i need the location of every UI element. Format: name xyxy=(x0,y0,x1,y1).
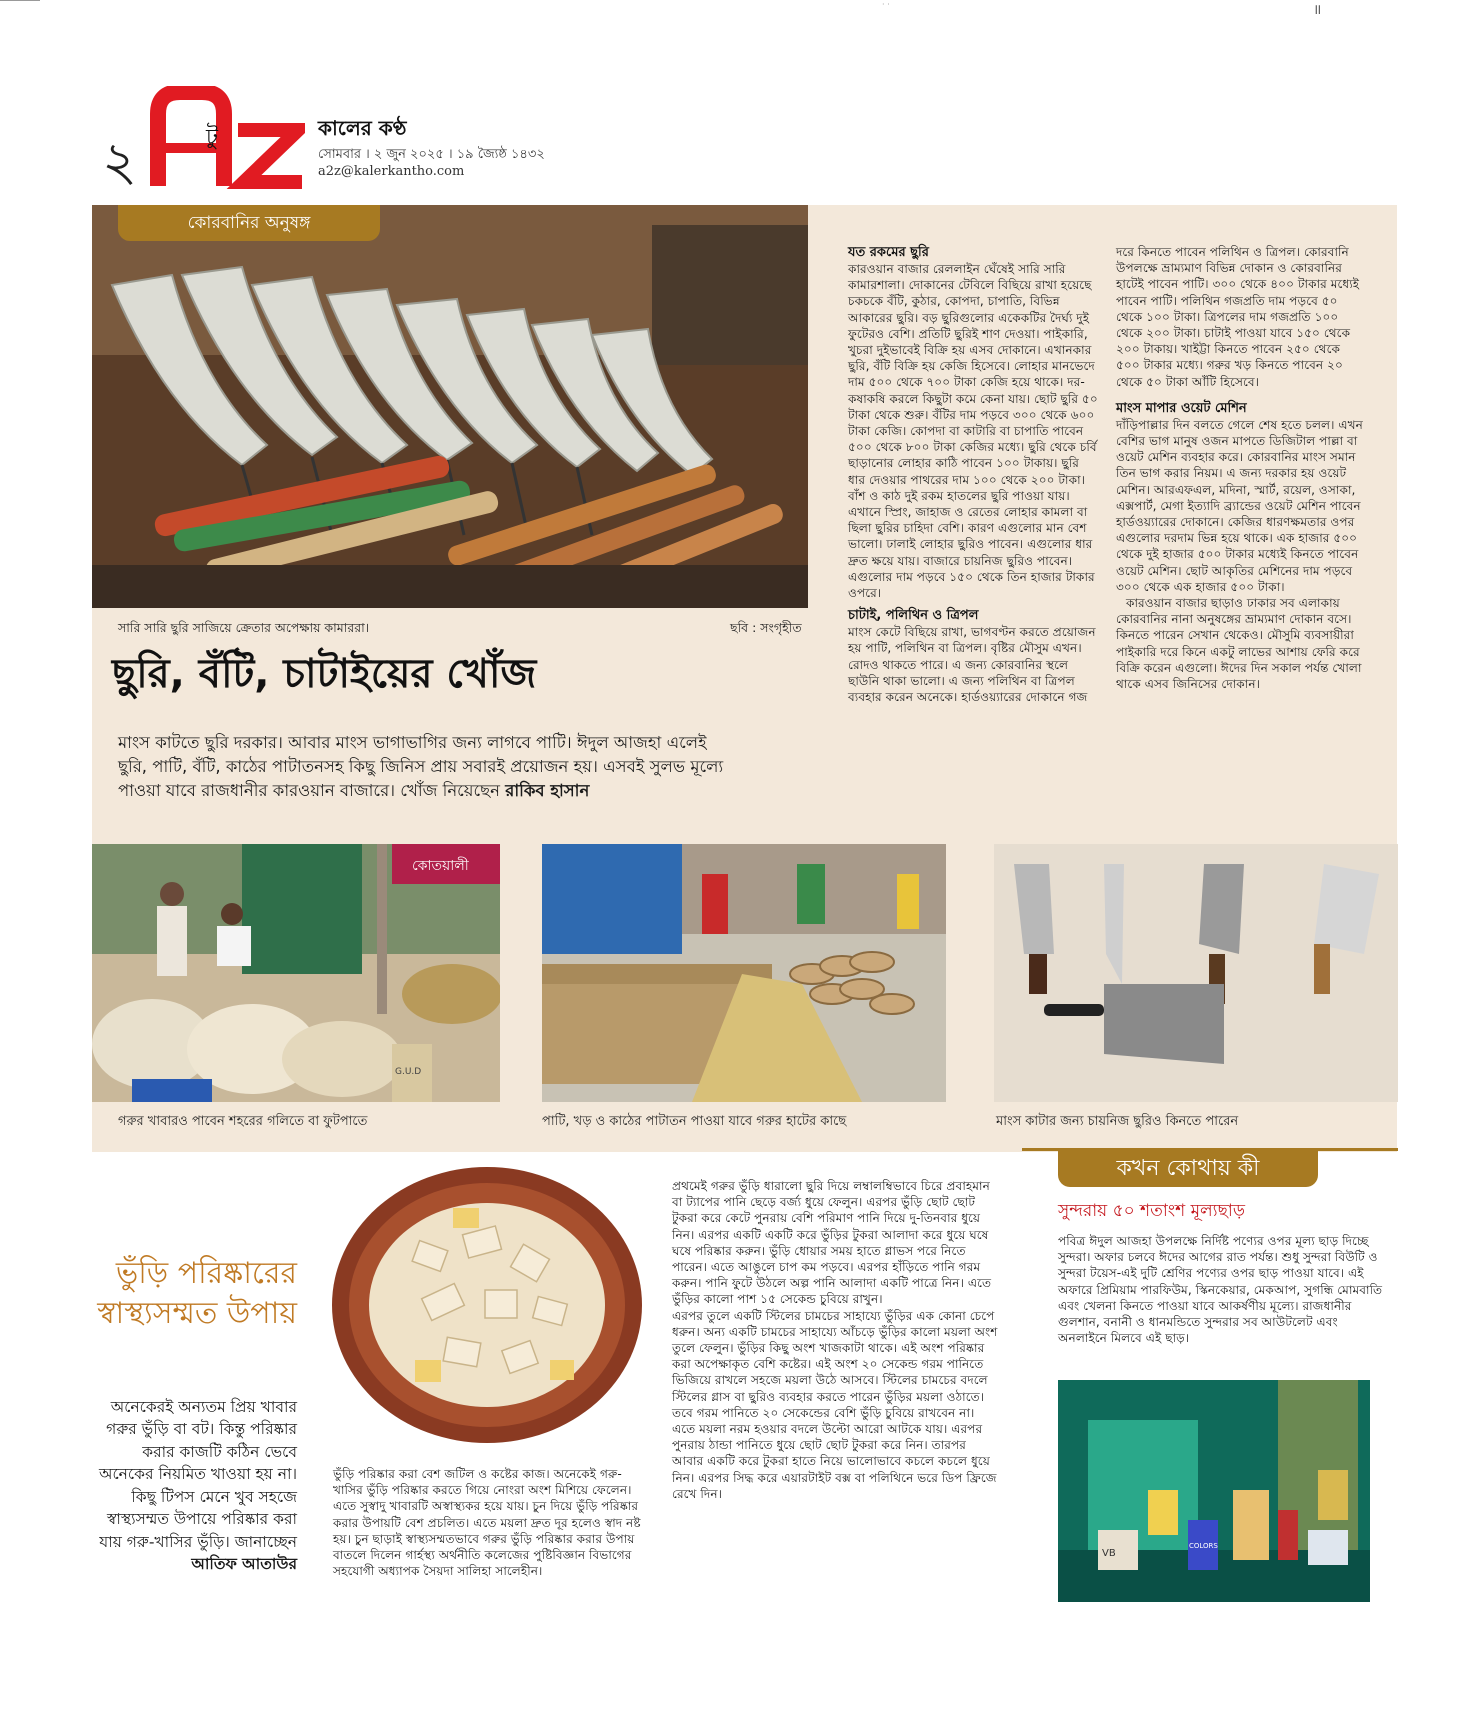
body-paragraph: দরে কিনতে পাবেন পলিথিন ও ত্রিপল। কোরবানি উপলক্ষে ভ্রাম্যমাণ বিভিন্ন দোকান ও কোরবানির হাটেই পাবেন পাটি। ৩০০ থেকে ৪০০ টাকার মধ্যেই পাবেন পাটি। পলিথিন গজপ্রতি দাম পড়বে ৫০ থেকে ১০০ টাকা। ত্রিপলের দাম গজপ্রতি ১০০ থেকে ২০০ টাকা। চাটাই পাওয়া যাবে ১৫০ থেকে ২০০ টাকায়। খাইট্টা কিনতে পাবেন ২৫০ থেকে ৫০০ টাকার মধ্যে। গরুর খড় কিনতে পাবেন ২০ থেকে ৫০ টাকা আঁটি হিসেবে। xyxy=(1116,245,1360,389)
kkk-heading: সুন্দরায় ৫০ শতাংশ মূল্যছাড় xyxy=(1058,1201,1245,1221)
body-paragraph: মাংস কেটে বিছিয়ে রাখা, ভাগবণ্টন করতে প্রয়োজন হয় পাটি, পলিথিন বা ত্রিপল। বৃষ্টির মৌসুম এখন। রোদও থাকতে পারে। এ জন্য কোরবানির স্থলে ছাউনি থাকা ভালো। এ জন্য পলিথিন বা ত্রিপল ব্যবহার করেন অনেকে। হার্ডওয়্যারের দোকানে গজ xyxy=(848,625,1096,705)
main-photo-caption: সারি সারি ছুরি সাজিয়ে ক্রেতার অপেক্ষায় কামাররা। xyxy=(118,620,370,635)
subheading-mats: চাটাই, পলিথিন ও ত্রিপল xyxy=(848,608,979,624)
body-paragraph: কারওয়ান বাজার রেললাইন ঘেঁষেই সারি সারি কামারশালা। দোকানের টেবিলে বিছিয়ে রাখা হয়েছে চকচকে বঁটি, কুঠার, কোপদা, চাপাতি, বিভিন্ন আকারের ছুরি। বড় ছুরিগুলোর একেকটির দৈর্ঘ্য দুই ফুটেরও বেশি। প্রতিটি ছুরিই শাণ দেওয়া। পাইকারি, খুচরা দুইভাবেই বিক্রি হয় এসব দোকানে। এখানকার ছুরি, বঁটি বিক্রি হয় কেজি হিসেবে। লোহার মানভেদে দাম ৫০০ থেকে ৭০০ টাকা কেজি হয়ে থাকে। দর-কষাকষি করলে কিছুটা কমে কেনা যায়। ছোট ছুরি ৫০ টাকা থেকে শুরু। বঁটির দাম পড়বে ৩০০ থেকে ৬০০ টাকা কেজি। কোপদা বা কাটারি বা চাপাতি পাবেন ৫০০ থেকে ৮০০ টাকা কেজির মধ্যে। ছুরি থেকে চর্বি ছাড়ানোর লোহার কাঠি পাবেন ১০০ টাকায়। ছুরি ধার দেওয়ার পাথরের দাম ১০০ থেকে ২০০ টাকা। বাঁশ ও কাঠ দুই রকম হাতলের ছুরি পাওয়া যায়। এখানে স্প্রিং, জাহাজ ও রেতের লোহার কামলা বা ছিলা ছুরির চাহিদা বেশি। কারণ এগুলোর মান বেশ ভালো। ঢালাই লোহার ছুরিও পাবেন। এগুলোর ধার দ্রুত ক্ষয়ে যায়। বাজারে চায়নিজ ছুরিও পাবেন। এগুলোর দাম পড়বে ১৫০ থেকে তিন হাজার টাকার ওপরে। xyxy=(848,262,1098,601)
chinese-knives-photo xyxy=(994,844,1398,1102)
sack-label: G.U.D xyxy=(395,1067,422,1077)
body-paragraph: কারওয়ান বাজার ছাড়াও ঢাকার সব এলাকায় কোরবানির নানা অনুষঙ্গের ভ্রাম্যমাণ দোকান বসে। কিনতে পারেন সেখান থেকেও। মৌসুমি ব্যবসায়ীরা পাইকারি দরে কিনে একটু লাভের আশায় ফেরি করে বিক্রি করেন এগুলো। ঈদের দিন সকাল পর্যন্ত খোলা থাকে এসব জিনিসের দোকান। xyxy=(1116,596,1362,692)
headline: ছুরি, বঁটি, চাটাইয়ের খোঁজ xyxy=(112,651,537,697)
bhuri-intro-text: অনেকেরই অন্যতম প্রিয় খাবার গরুর ভুঁড়ি বা বট। কিন্তু পরিষ্কার করার কাজটি কঠিন ভেবে অনেকের নিয়মিত খাওয়া হয় না। কিছু টিপস মেনে খুব সহজে স্বাস্থ্যসম্মত উপায়ে পরিষ্কার করা যায় গরু-খাসির ভুঁড়ি। জানাচ্ছেন xyxy=(99,1397,297,1551)
knives-photo xyxy=(92,205,808,608)
issue-date: সোমবার । ২ জুন ২০২৫ । ১৯ জ্যৈষ্ঠ ১৪৩২ xyxy=(318,147,545,162)
bhuri-intro xyxy=(92,1396,297,1576)
corner-mark: ॥ xyxy=(1313,2,1322,18)
product-label: COLORS xyxy=(1189,1542,1218,1550)
body-paragraph: প্রথমেই গরুর ভুঁড়ি ধারালো ছুরি দিয়ে লম্বালম্বিভাবে চিরে প্রবাহমান বা ট্যাপের পানি ছেড়ে বর্জ্য ধুয়ে ফেলুন। এরপর ভুঁড়ি ছোট ছোট টুকরা করে কেটে পুনরায় বেশি পরিমাণ পানি দিয়ে দু-তিনবার ধুয়ে নিন। এরপর একটি একটি করে ভুঁড়ির টুকরা আলাদা করে ধুয়ে ঘষে ঘষে পরিষ্কার করুন। ভুঁড়ি ধোয়ার সময় হাতে গ্লাভস পরে নিতে পারেন। এতে আঙুলে চাপ কম পড়বে। এরপর হাঁড়িতে পানি গরম করুন। পানি ফুটে উঠলে অল্প পানি আলাদা একটি পাত্রে নিন। এতে ভুঁড়ির কালো পাশ ১৫ সেকেন্ড চুবিয়ে রাখুন। xyxy=(672,1179,992,1307)
intro-text: মাংস কাটতে ছুরি দরকার। আবার মাংস ভাগাভাগির জন্য লাগবে পাটি। ঈদুল আজহা এলেই ছুরি, পাটি, বঁটি, কাঠের পাটাতনসহ কিছু জিনিস প্রায় সবারই প্রয়োজন হয়। এসবই সুলভ মূল্যে পাওয়া যাবে রাজধানীর কারওয়ান বাজারে। খোঁজ নিয়েছেন xyxy=(118,732,724,800)
bhuri-byline: আতিফ আতাউর xyxy=(191,1555,297,1573)
byline: রাকিব হাসান xyxy=(505,780,590,800)
publication-name: কালের কণ্ঠ xyxy=(318,116,407,140)
logo-mark: টু xyxy=(206,125,218,150)
product-label: VB xyxy=(1102,1548,1116,1559)
bhuri-headline: ভুঁড়ি পরিষ্কারের স্বাস্থ্যসম্মত উপায় xyxy=(97,1256,297,1331)
contact-email[interactable]: a2z@kalerkantho.com xyxy=(318,164,465,179)
a2z-logo xyxy=(150,86,305,191)
mats-photo xyxy=(542,844,946,1102)
photo-credit: ছবি : সংগৃহীত xyxy=(730,620,802,635)
article-column-2 xyxy=(1116,244,1366,692)
bhuri-column-2 xyxy=(672,1178,998,1502)
kkk-section-tab: কখন কোথায় কী xyxy=(1058,1151,1318,1187)
photo-caption: পাটি, খড় ও কাঠের পাটাতন পাওয়া যাবে গরুর হাটের কাছে xyxy=(542,1114,847,1129)
body-paragraph: দাঁড়িপাল্লার দিন বলতে গেলে শেষ হতে চলল। এখন বেশির ভাগ মানুষ ওজন মাপতে ডিজিটাল পাল্লা বা ওয়েট মেশিন ব্যবহার করে। কোরবানির মাংস সমান তিন ভাগ করার নিয়ম। এ জন্য দরকার হয় ওয়েট মেশিন। আরএফএল, মদিনা, স্মার্ট, রয়েল, ওসাকা, এক্সপার্ট, মেগা ইত্যাদি ব্র্যান্ডের ওয়েট মেশিন পাবেন হার্ডওয়্যারের দোকানে। কেজির ধারণক্ষমতার ওপর এগুলোর দরদাম ভিন্ন হয়ে থাকে। এক হাজার ৫০০ থেকে দুই হাজার ৫০০ টাকার মধ্যেই কিনতে পাবেন ওয়েট মেশিন। ছোট আকৃতির মেশিনের দাম পড়বে ৩০০ থেকে এক হাজার ৫০০ টাকা। xyxy=(1116,417,1363,594)
photo-caption: মাংস কাটার জন্য চায়নিজ ছুরিও কিনতে পারেন xyxy=(996,1114,1239,1129)
subheading-knives: যত রকমের ছুরি xyxy=(848,245,929,260)
body-paragraph: এরপর তুলে একটি স্টিলের চামচের সাহায্যে ভুঁড়ির এক কোনা চেপে ধরুন। অন্য একটি চামচের সাহায্যে আঁচড়ে ভুঁড়ির কালো ময়লা অংশ তুলে ফেলুন। ভুঁড়ির কিছু অংশ খাজকাটা থাকে। এই অংশ পরিষ্কার করা অপেক্ষাকৃত বেশি কষ্টের। এই অংশ ২০ সেকেন্ড গরম পানিতে ভিজিয়ে রাখলে সহজে ময়লা উঠে আসবে। স্টিলের চামচের বদলে স্টিলের গ্লাস বা ছুরিও ব্যবহার করতে পারেন ভুঁড়ির ময়লা ওঠাতে। তবে গরম পানিতে ২০ সেকেন্ডের বেশি ভুঁড়ি চুবিয়ে রাখবেন না। এতে ময়লা নরম হওয়ার বদলে উল্টো আরো আটকে যায়। এরপর পুনরায় ঠান্ডা পানিতে ধুয়ে ছোট ছোট টুকরা করে নিন। তারপর আবার একটি করে টুকরা হাতে নিয়ে ভালোভাবে কচলে কচলে ধুয়ে নিন। এরপর সিদ্ধ করে এয়ারটাইট বক্স বা পলিথিনে ভরে ডিপ ফ্রিজে রেখে দিন। xyxy=(672,1308,998,1501)
subheading-scale: মাংস মাপার ওয়েট মেশিন xyxy=(1116,400,1247,416)
bhuri-column-1: ভুঁড়ি পরিষ্কার করা বেশ জটিল ও কষ্টের কাজ। অনেকেই গরু-খাসির ভুঁড়ি পরিষ্কার করতে গিয়ে নোংরা অংশ মিশিয়ে ফেলেন। এতে সুস্বাদু খাবারটি অস্বাস্থ্যকর হয়ে যায়। চুন দিয়ে ভুঁড়ি পরিষ্কার করার উপায়টি বেশ প্রচলিত। এতে ময়লা দ্রুত দূর হলেও স্বাদ নষ্ট হয়। চুন ছাড়াই স্বাস্থ্যসম্মতভাবে গরুর ভুঁড়ি পরিষ্কার করার উপায় বাতলে দিলেন গার্হস্থ্য অর্থনীতি কলেজের পুষ্টিবিজ্ঞান বিভাগের সহযোগী অধ্যাপক সৈয়দা সালিহা সালেহীন। xyxy=(333,1467,641,1579)
straw-market-photo xyxy=(92,844,500,1102)
tripe-bowl-photo xyxy=(325,1160,650,1450)
photo-caption: গরুর খাবারও পাবেন শহরের গলিতে বা ফুটপাতে xyxy=(118,1114,368,1129)
page-number: ২ xyxy=(102,130,138,193)
section-kicker: কোরবানির অনুষঙ্গ xyxy=(118,205,380,241)
registration-dots: · · xyxy=(882,0,890,9)
top-rule xyxy=(0,0,40,1)
kkk-body: পবিত্র ঈদুল আজহা উপলক্ষে নির্দিষ্ট পণ্যের ওপর মূল্য ছাড় দিচ্ছে সুন্দরা। অফার চলবে ঈদের আগের রাত পর্যন্ত। শুধু সুন্দরা বিউটি ও সুন্দরা টয়েস-এই দুটি শ্রেণির পণ্যের ওপর ছাড় পাওয়া যাবে। এই অফারে প্রিমিয়াম পারফিউম, স্কিনকেয়ার, মেকআপ, সুগন্ধি মোমবাতি এবং খেলনা কিনতে পাওয়া যাবে আকর্ষণীয় মূল্যে। রাজধানীর গুলশান, বনানী ও ধানমন্ডিতে সুন্দরার সব আউটলেট এবং অনলাইনে মিলবে এই ছাড়। xyxy=(1058,1234,1383,1346)
article-column-1 xyxy=(848,244,1098,705)
sundora-products-photo xyxy=(1058,1380,1370,1602)
intro-paragraph xyxy=(118,731,738,803)
shop-sign: কোতয়ালী xyxy=(412,858,469,874)
